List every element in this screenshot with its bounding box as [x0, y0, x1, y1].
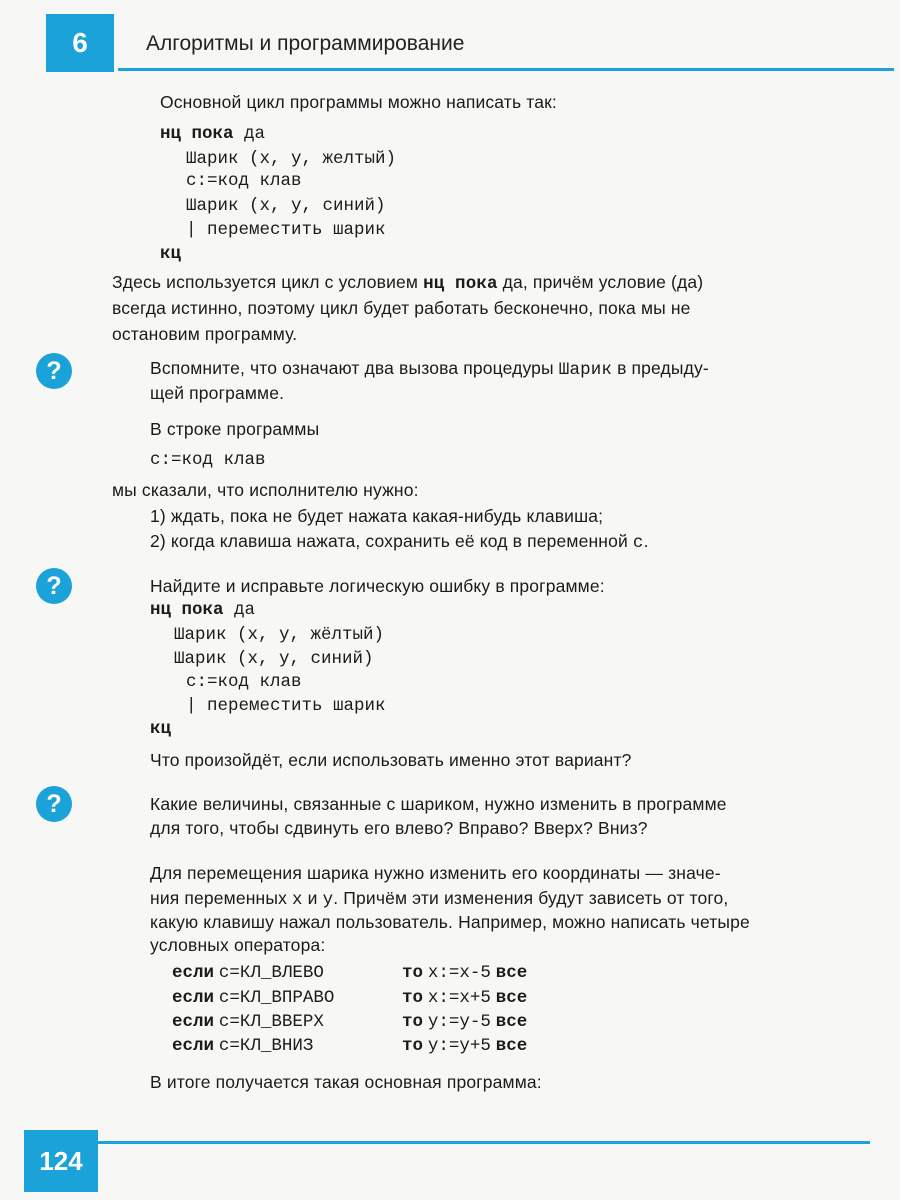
list-item-2 [150, 531, 649, 553]
cond-tail-3 [402, 1010, 527, 1032]
page-number: 124 [24, 1130, 98, 1192]
para1-line3: остановим программу. [112, 324, 298, 344]
cond-end: все [495, 963, 528, 983]
cond-stmt: x:=x+5 [427, 988, 491, 1008]
code1-keyword: нц пока [160, 124, 234, 144]
cond-then: то [402, 988, 424, 1008]
para1-line2: всегда истинно, поэтому цикл будет работать бесконечно, пока мы не [112, 298, 691, 318]
para1-text-a: Здесь используется цикл с условием [112, 272, 424, 292]
question1-line1 [150, 358, 709, 380]
question1-procedure: Шарик [558, 360, 613, 380]
question3-line2: для того, чтобы сдвинуть его влево? Вправо? Вверх? Вниз? [150, 818, 648, 838]
question1-line2: щей программе. [150, 383, 285, 403]
cond-expr: c=КЛ_ВВЕРХ [218, 1012, 324, 1032]
code3-line2: Шарик (x, y, жёлтый) [174, 625, 385, 645]
list-item-2-text-a: 2) когда клавиша нажата, сохранить её код в переменной [150, 531, 633, 551]
code1-line1 [160, 122, 265, 144]
cond-end: все [495, 988, 528, 1008]
cond-line-2 [172, 986, 334, 1008]
cond-if: если [172, 988, 215, 1008]
code2: c:=код клав [150, 450, 266, 470]
cond-tail-1 [402, 961, 527, 983]
intro-text: Основной цикл программы можно написать так: [160, 92, 557, 112]
cond-expr: c=КЛ_ВЛЕВО [218, 963, 324, 983]
code3-line4: c:=код клав [186, 672, 302, 692]
para1-text-b: да, причём условие (да) [497, 272, 704, 292]
para3: мы сказали, что исполнителю нужно: [112, 480, 419, 500]
cond-stmt: y:=y+5 [427, 1036, 491, 1056]
para6-var-x: x [292, 890, 303, 910]
para2: В строке программы [150, 419, 320, 439]
code3-line6: кц [150, 719, 172, 739]
cond-line-4 [172, 1034, 313, 1056]
cond-then: то [402, 963, 424, 983]
code3-line3: Шарик (x, y, синий) [174, 649, 374, 669]
cond-if: если [172, 963, 215, 983]
question1-text-b: в предыду- [612, 358, 709, 378]
list-item-1: 1) ждать, пока не будет нажата какая-нибудь клавиша; [150, 506, 604, 526]
cond-stmt: y:=y-5 [427, 1012, 491, 1032]
cond-end: все [495, 1012, 528, 1032]
code1-line2: Шарик (x, y, желтый) [186, 149, 397, 169]
code1-line4: Шарик (x, y, синий) [186, 196, 386, 216]
code3-line1 [150, 598, 255, 620]
question-icon: ? [36, 568, 72, 604]
para6-text-c: . Причём эти изменения будут зависеть от того, [333, 888, 729, 908]
para6-line2 [150, 888, 728, 910]
question-icon: ? [36, 353, 72, 389]
question2: Найдите и исправьте логическую ошибку в программе: [150, 576, 605, 596]
cond-then: то [402, 1012, 424, 1032]
chapter-title: Алгоритмы и программирование [146, 32, 465, 55]
cond-if: если [172, 1012, 215, 1032]
para6-text-a: ния переменных [150, 888, 292, 908]
para1-line1 [112, 272, 703, 294]
code1-condition: да [233, 124, 266, 144]
code3-line5: | переместить шарик [186, 696, 386, 716]
cond-line-1 [172, 961, 324, 983]
question3-line1: Какие величины, связанные с шариком, нужно изменить в программе [150, 794, 727, 814]
para1-keyword: нц пока [423, 274, 498, 294]
footer-divider [98, 1141, 870, 1144]
para6-line4: условных оператора: [150, 935, 326, 955]
code1-line5: | переместить шарик [186, 220, 386, 240]
cond-end: все [495, 1036, 528, 1056]
cond-tail-2 [402, 986, 527, 1008]
cond-if: если [172, 1036, 215, 1056]
header-divider [118, 68, 894, 71]
chapter-number: 6 [46, 14, 114, 72]
code3-condition: да [223, 600, 256, 620]
code1-line6: кц [160, 244, 182, 264]
question-icon: ? [36, 786, 72, 822]
code1-line3: c:=код клав [186, 171, 302, 191]
list-item-2-text-b: . [643, 531, 649, 551]
cond-tail-4 [402, 1034, 527, 1056]
cond-stmt: x:=x-5 [427, 963, 491, 983]
question1-text-a: Вспомните, что означают два вызова процедуры [150, 358, 559, 378]
cond-line-3 [172, 1010, 324, 1032]
list-item-2-var: c [632, 533, 644, 553]
question2-followup: Что произойдёт, если использовать именно этот вариант? [150, 750, 632, 770]
para6-line1: Для перемещения шарика нужно изменить его координаты — значе- [150, 863, 721, 883]
cond-expr: c=КЛ_ВНИЗ [218, 1036, 314, 1056]
para7: В итоге получается такая основная программа: [150, 1072, 542, 1092]
code3-keyword: нц пока [150, 600, 224, 620]
cond-expr: c=КЛ_ВПРАВО [218, 988, 335, 1008]
cond-then: то [402, 1036, 424, 1056]
para6-var-y: y [322, 890, 334, 910]
para6-text-b: и [302, 888, 323, 908]
para6-line3: какую клавишу нажал пользователь. Например, можно написать четыре [150, 912, 750, 932]
